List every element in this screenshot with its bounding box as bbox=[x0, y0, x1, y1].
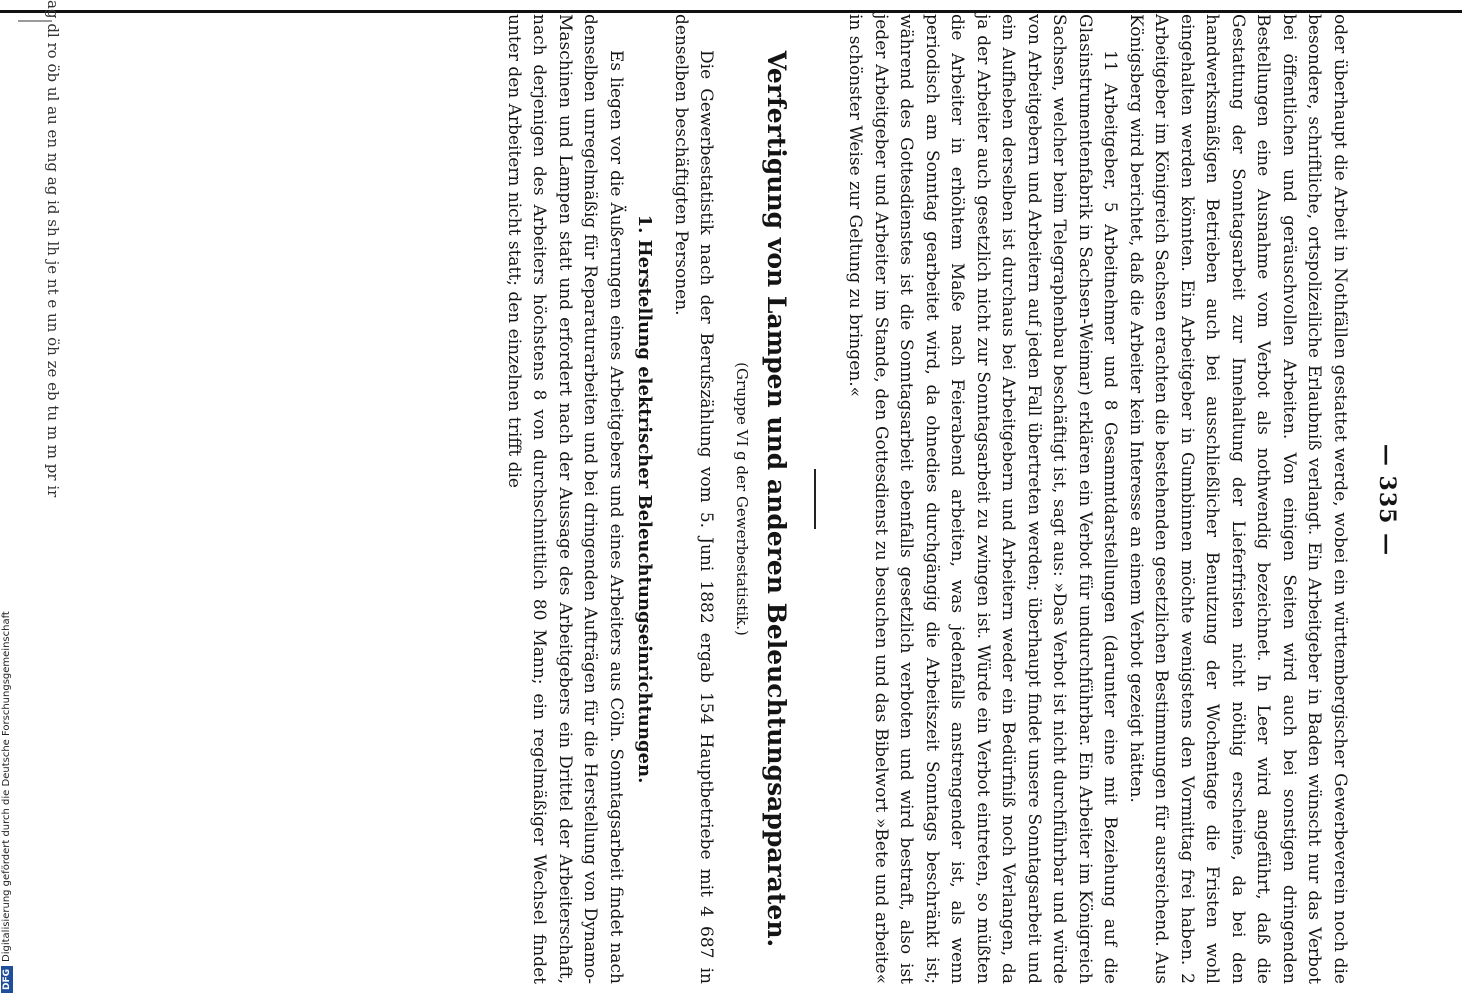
paragraph-continuation: oder überhaupt die Arbeit in Nothfällen gestattet werde, wobei ein württembergischer Gewerbeverein noch die besondere, schriftliche, ortspolizeiliche Erlaubniß verlangt. Ein Arbeitgeber in Baden wünscht nur das Verbot bei öffentlichen und geräuschvollen Arbeiten. Von einigen Seiten wird auch bei sonstigen dringenden Bestellungen eine Ausnahme vom Verbot als nothwendig bezeichnet. In Leer wird angeführt, daß die Gestattung der Sonntagsarbeit zur Innehaltung der Lieferfristen nicht nöthig erscheine, da bei den handwerksmäßigen Betrieben auch bei ausschließlicher Benutzung der Wochentage die Fristen wohl eingehalten werden könnten. Ein Arbeitgeber in Gumbinnen möchte wenigstens den Vormittag frei haben. 2 Arbeitgeber im Königreich Sachsen erachten die bestehenden gesetzlichen Bestimmungen für ausreichend. Aus Königsberg wird berichtet, daß die Arbeiter kein Interesse an einem Verbot gezeigt hätten. bbox=[1126, 14, 1350, 984]
digitization-notice-text: Digitalisierung gefördert durch die Deutsche Forschungsgemeinschaft bbox=[1, 611, 12, 962]
paragraph-electric-lighting: Es liegen vor die Äußerungen eines Arbeitgebers und eines Arbeiters aus Cöln. Sonntagsarbeit findet nach denselben unregelmäßig für Reparaturarbeiten und bei dringenden Aufträgen für die Herstellung von Dynamo-Maschinen und Lampen statt und erfordert nach der Aussage des Arbeitgebers ein Drittel der Arbeiterschaft, nach derjenigen des Arbeiters höchstens 8 von durchschnittlich 80 Mann; ein regelmäßiger Wechsel findet unter den Arbeitern nicht statt; den einzelnen trifft die bbox=[504, 14, 626, 984]
paragraph-employers-opinion: 11 Arbeitgeber, 5 Arbeitnehmer und 8 Gesammtdarstellungen (darunter eine mit Beziehung auf die Glasinstrumentenfabrik in Sachsen-Weimar) erklären ein Verbot für undurchführbar. Ein Arbeiter im Königreich Sachsen, welcher beim Telegraphenbau beschäftigt ist, sagt aus: »Das Verbot ist nicht durchführbar und würde von Arbeitgebern und Arbeitern auf jeden Fall übertreten werden; überhaupt findet unsere Sonntagsarbeit und ein Aufheben derselben ist durchaus bei Arbeitgebern und Arbeitern weder ein Bedürfniß noch Verlangen, da ja der Arbeiter auch gesetzlich nicht zur Sonntagsarbeit zu zwingen ist. Würde ein Verbot eintreten, so müßten die Arbeiter in erhöhtem Maße nach Feierabend arbeiten, was jedenfalls anstrengender ist, als wenn periodisch am Sonntag gearbeitet wird, da ohnedies durchgängig die Arbeitszeit Sonntags beschränkt ist; während des Gottesdienstes ist die Sonntagsarbeit ebenfalls gesetzlich verboten und wird bestraft, also ist jeder Arbeitgeber und Arbeiter im Stande, den Gottesdienst zu besuchen und das Bibelwort »Bete und arbeite« in schönster Weise zur Geltung zu bringen.« bbox=[845, 14, 1121, 984]
subsection-heading: 1. Herstellung elektrischer Beleuchtungseinrichtungen. bbox=[634, 214, 656, 784]
section-subtitle: (Gruppe VI g der Gewerbestatistik.) bbox=[733, 362, 751, 636]
page-body bbox=[501, 14, 1353, 984]
section-title: Verfertigung von Lampen und anderen Beleuchtungsapparaten. bbox=[762, 50, 791, 948]
cut-off-facing-page-margin: ag dl ro öb ul au en ng ag id sh lh je nt e un öh ze eb tu m m pr ir bbox=[44, 0, 62, 498]
section-divider bbox=[814, 469, 816, 529]
paragraph-statistics: Die Gewerbestatistik nach der Berufszählung vom 5. Juni 1882 ergab 154 Hauptbetriebe mit 4 687 in denselben beschäftigten Personen. bbox=[671, 14, 717, 984]
dfg-logo: DFG bbox=[1, 966, 13, 993]
page-number: — 335 — bbox=[1374, 443, 1400, 557]
